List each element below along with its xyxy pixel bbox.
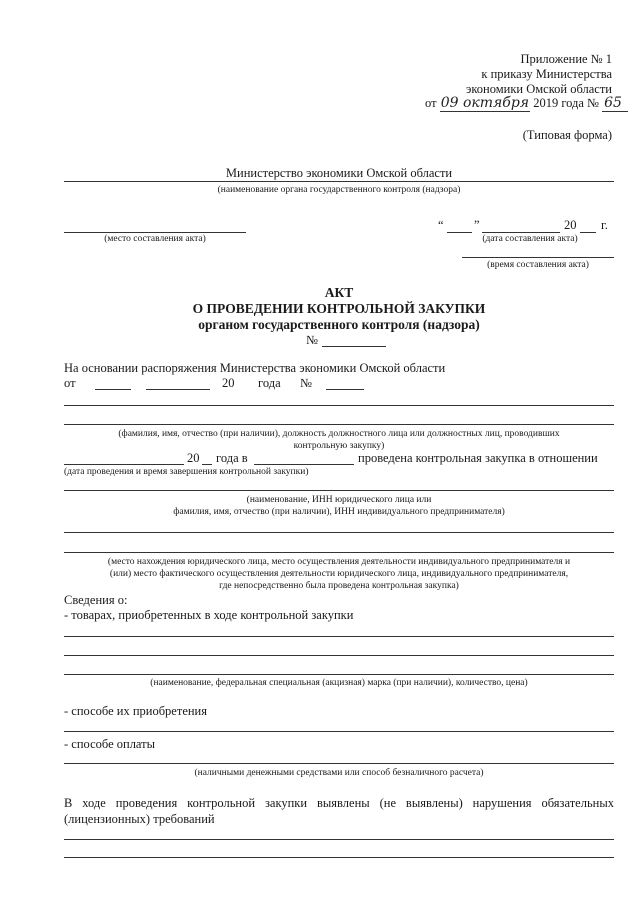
organ-caption: (наименование органа государственного контроля (надзора) bbox=[217, 185, 461, 195]
time-caption: (время составления акта) bbox=[487, 260, 589, 270]
conduct-text: проведена контрольная закупка в отношении bbox=[358, 451, 598, 465]
year-prefix: 20 bbox=[564, 218, 577, 232]
basis-year-word: года bbox=[258, 376, 281, 390]
location-line[interactable] bbox=[64, 552, 614, 553]
form-type-label: (Типовая форма) bbox=[522, 128, 612, 142]
entity-caption bbox=[64, 494, 614, 518]
basis-month-line[interactable] bbox=[146, 389, 210, 390]
method-line[interactable] bbox=[64, 731, 614, 732]
ministry-name: экономики Омской области bbox=[465, 82, 612, 96]
persons-line-2[interactable] bbox=[64, 424, 614, 425]
time-line[interactable] bbox=[462, 257, 614, 258]
location-caption bbox=[64, 556, 614, 592]
findings-line-b[interactable] bbox=[64, 857, 614, 858]
persons-line-1[interactable] bbox=[64, 405, 614, 406]
handwritten-number: 65 bbox=[602, 95, 628, 112]
entity-line-2[interactable] bbox=[64, 532, 614, 533]
payment-caption: (наличными денежными средствами или способ безналичного расчета) bbox=[194, 768, 484, 778]
findings-line-2: (лицензионных) требований bbox=[64, 812, 215, 826]
appendix-number: Приложение № 1 bbox=[520, 52, 612, 66]
doc-title: АКТ bbox=[324, 285, 354, 300]
act-number-line[interactable] bbox=[322, 346, 386, 347]
order-reference: к приказу Министерства bbox=[481, 67, 612, 81]
order-date-line bbox=[425, 96, 625, 111]
entity-caption-line-2: фамилия, имя, отчество (при наличии), ИНН индивидуального предпринимателя) bbox=[173, 507, 505, 517]
date-suffix: 2019 года № bbox=[533, 96, 599, 110]
quote-open: “ bbox=[438, 218, 444, 232]
date-caption: (дата составления акта) bbox=[482, 234, 578, 244]
persons-caption-line-2: контрольную закупку) bbox=[293, 441, 385, 451]
basis-day-line[interactable] bbox=[95, 389, 131, 390]
info-method: - способе их приобретения bbox=[64, 704, 207, 718]
payment-line[interactable] bbox=[64, 763, 614, 764]
persons-caption-line-1: (фамилия, имя, отчество (при наличии), должность должностного лица или должностных лиц, проводивших bbox=[118, 429, 560, 439]
conduct-year: 20 bbox=[187, 451, 200, 465]
goods-line-2[interactable] bbox=[64, 655, 614, 656]
findings-line-a[interactable] bbox=[64, 839, 614, 840]
persons-caption bbox=[64, 428, 614, 452]
location-caption-line-1: (место нахождения юридического лица, место осуществления деятельности индивидуального предпринимателя и bbox=[107, 557, 571, 567]
basis-text: На основании распоряжения Министерства экономики Омской области bbox=[64, 361, 446, 375]
basis-from: от bbox=[64, 376, 76, 390]
entity-line-1[interactable] bbox=[64, 490, 614, 491]
appendix-header bbox=[372, 52, 612, 97]
conduct-time-line[interactable] bbox=[254, 464, 354, 465]
quote-close: ” bbox=[474, 218, 480, 232]
act-number-sign: № bbox=[306, 333, 318, 347]
info-heading: Сведения о: bbox=[64, 593, 128, 607]
conduct-year-line[interactable] bbox=[202, 464, 212, 465]
day-line[interactable] bbox=[447, 232, 472, 233]
findings-line-1: В ходе проведения контрольной закупки выявлены (не выявлены) нарушения обязательных bbox=[64, 796, 614, 810]
organ-line bbox=[64, 181, 614, 182]
info-payment: - способе оплаты bbox=[64, 737, 156, 751]
doc-title-organ: органом государственного контроля (надзора) bbox=[198, 317, 480, 332]
year-suffix: г. bbox=[601, 218, 608, 232]
basis-number-sign: № bbox=[300, 376, 312, 390]
conduct-year-word: года в bbox=[216, 451, 248, 465]
conduct-caption: (дата проведения и время завершения контрольной закупки) bbox=[64, 467, 309, 477]
date-prefix: от bbox=[425, 96, 437, 110]
location-caption-line-3: где непосредственно была проведена контрольная закупка) bbox=[219, 581, 459, 591]
goods-line-3[interactable] bbox=[64, 674, 614, 675]
doc-title-subject: О ПРОВЕДЕНИИ КОНТРОЛЬНОЙ ЗАКУПКИ bbox=[192, 301, 486, 316]
basis-number-line[interactable] bbox=[326, 389, 364, 390]
goods-line-1[interactable] bbox=[64, 636, 614, 637]
basis-year: 20 bbox=[222, 376, 235, 390]
goods-caption: (наименование, федеральная специальная (акцизная) марка (при наличии), количество, цена) bbox=[150, 678, 528, 688]
place-caption: (место составления акта) bbox=[104, 234, 206, 244]
info-goods: - товарах, приобретенных в ходе контрольной закупки bbox=[64, 608, 354, 622]
conduct-date-line[interactable] bbox=[64, 464, 184, 465]
entity-caption-line-1: (наименование, ИНН юридического лица или bbox=[246, 495, 432, 505]
location-caption-line-2: (или) место фактического осуществления деятельности юридического лица, индивидуального предпринимателя, bbox=[109, 569, 569, 579]
organ-value: Министерство экономики Омской области bbox=[225, 166, 453, 180]
handwritten-date: 09 октября bbox=[440, 95, 530, 111]
